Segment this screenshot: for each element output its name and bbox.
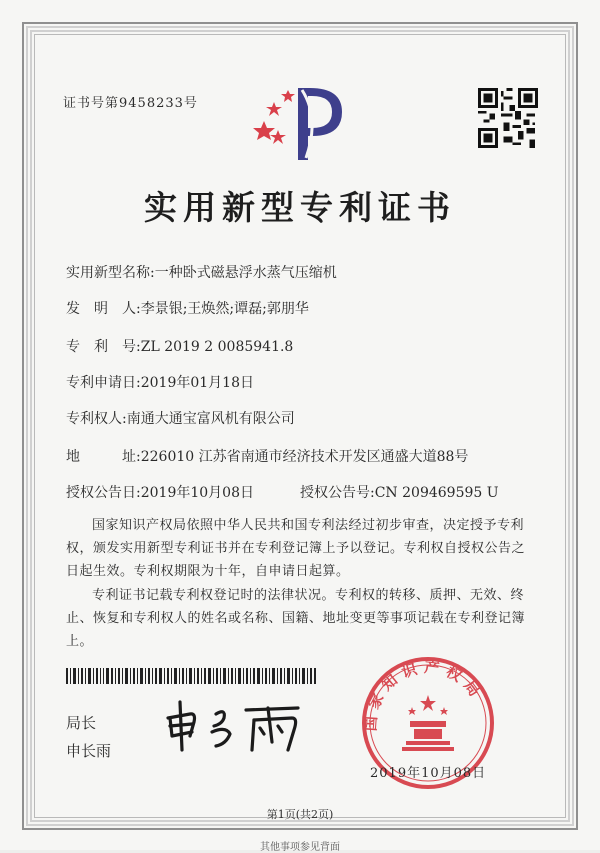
field-label: 授权公告号:	[300, 485, 375, 501]
field-patent-number	[66, 336, 293, 356]
field-label: 授权公告日:	[66, 485, 141, 501]
field-value: 2019年01月18日	[140, 375, 254, 391]
field-address	[66, 446, 468, 466]
director-signature	[160, 696, 310, 756]
field-patentee	[66, 408, 295, 428]
field-label: 实用新型名称:	[66, 265, 155, 281]
qr-code-icon	[478, 88, 538, 148]
field-value: ZL 2019 2 0085941.8	[140, 339, 294, 355]
paragraph-grant-statement: 国家知识产权局依照中华人民共和国专利法经过初步审查，决定授予专利权，颁发实用新型专利证书并在专利登记簿上予以登记。专利权自授权公告之日起生效。专利权期限为十年，自申请日起算。	[66, 518, 526, 579]
field-design-name	[66, 262, 337, 282]
field-value: 南通大通宝富风机有限公司	[126, 411, 295, 427]
field-label: 专 利 号:	[66, 339, 141, 355]
certificate-number: 证书号第9458233号	[63, 96, 198, 111]
paragraph-register-statement: 专利证书记载专利权登记时的法律状况。专利权的转移、质押、无效、终止、恢复和专利权人的姓名或名称、国籍、地址变更等事项记载在专利登记簿上。	[66, 588, 526, 649]
field-value: CN 209469595 U	[374, 485, 499, 501]
field-grant-number	[300, 482, 499, 502]
field-label: 发 明 人:	[66, 301, 141, 317]
field-inventors	[66, 298, 309, 318]
page-title: 实用新型专利证书	[144, 188, 456, 227]
field-value: 李景银;王焕然;谭磊;郭朋华	[140, 301, 309, 317]
field-value: 226010 江苏省南通市经济技术开发区通盛大道88号	[140, 449, 469, 465]
field-value: 一种卧式磁悬浮水蒸气压缩机	[154, 265, 337, 281]
footer-note: 其他事项参见背面	[260, 842, 340, 853]
field-grant-date	[66, 482, 254, 502]
barcode-icon	[66, 668, 316, 684]
page-number: 第1页(共2页)	[266, 808, 334, 821]
director-title: 局长	[66, 714, 97, 732]
cnipa-logo-icon	[250, 78, 360, 163]
field-filing-date	[66, 372, 254, 392]
field-value: 2019年10月08日	[140, 485, 254, 501]
field-label: 专利权人:	[66, 411, 127, 427]
field-label: 专利申请日:	[66, 375, 141, 391]
field-label: 地 址:	[66, 449, 141, 465]
svg-text:国家知识产权局: 国家知识产权局	[361, 657, 488, 732]
director-name: 申长雨	[66, 742, 112, 760]
seal-date: 2019年10月08日	[370, 766, 487, 781]
